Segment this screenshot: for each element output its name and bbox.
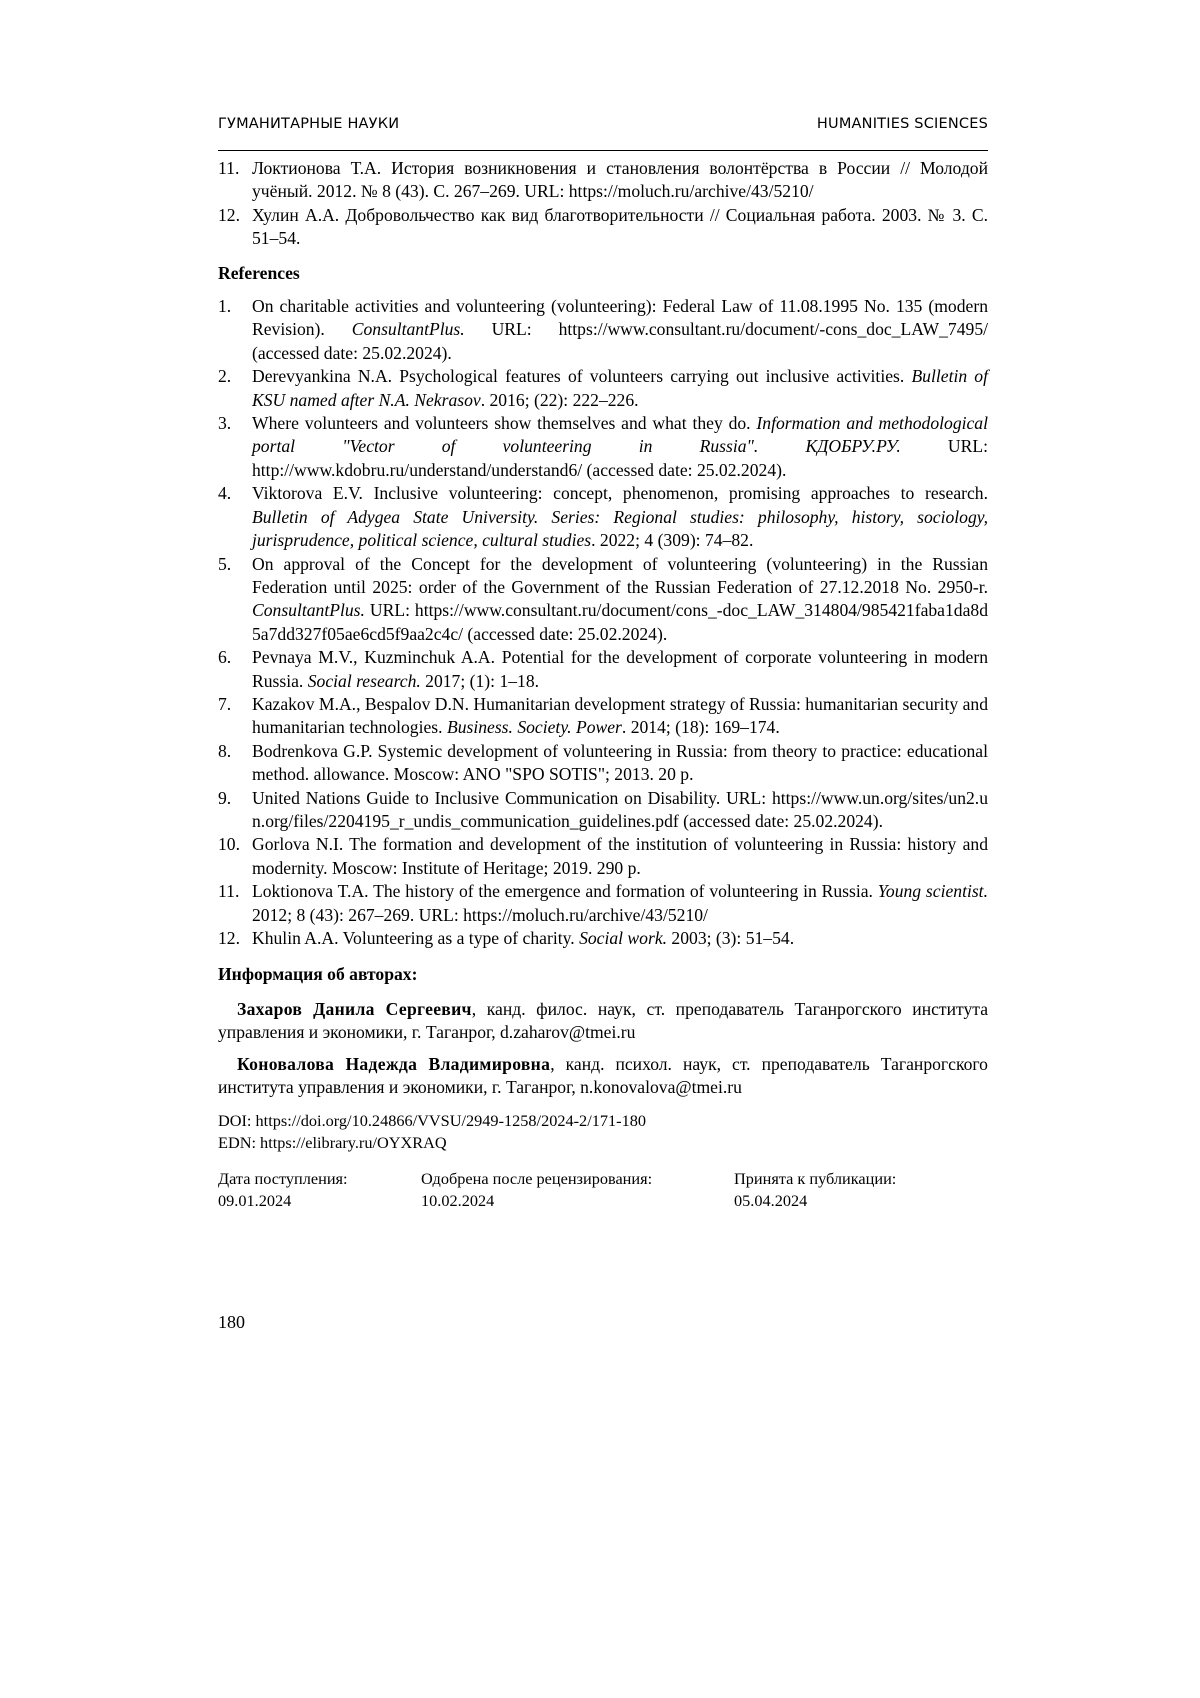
reference-text: Pevnaya M.V., Kuzminchuk A.A. Potential for the development of corporate volunteering in modern Russia.	[252, 647, 988, 691]
reference-source: ConsultantPlus.	[252, 600, 365, 621]
reference-text: Derevyankina N.A. Psychological features of volunteers carrying out inclusive activities.	[252, 366, 912, 387]
reference-number: 12.	[218, 928, 240, 948]
reference-item	[218, 740, 988, 787]
reference-item	[218, 927, 988, 950]
reference-text: Bodrenkova G.P. Systemic development of volunteering in Russia: from theory to practice: educational method. allowance. Moscow: ANO "SPO SOTIS"; 2013. 20 p.	[252, 740, 988, 785]
reference-tail: URL: https://www.consultant.ru/document/-cons_doc_LAW_7495/ (accessed date: 25.02.2024).	[252, 319, 989, 363]
received-value: 09.01.2024	[218, 1190, 292, 1210]
author-name: Захаров Данила Сергеевич	[237, 998, 472, 1019]
reference-tail: . 2014; (18): 169–174.	[621, 717, 780, 738]
article-identifiers	[218, 1110, 988, 1153]
reference-text: Хулин А.А. Добровольчество как вид благотворительности // Социальная работа. 2003. № 3. С. 51–54.	[252, 204, 988, 249]
running-header-left: ГУМАНИТАРНЫЕ НАУКИ	[218, 116, 400, 132]
reference-tail: URL: https://www.consultant.ru/document/cons_-doc_LAW_314804/985421faba1da8d5a7dd327f05ae6cd5f9aa2c4c/ (accessed date: 25.02.2024).	[252, 600, 988, 644]
reference-source: Social work.	[579, 928, 668, 948]
reference-number: 6.	[218, 647, 232, 668]
accepted-label: Принята к публикации:	[734, 1169, 897, 1189]
reference-number: 12.	[218, 204, 240, 225]
reference-item	[218, 204, 988, 251]
received-label: Дата поступления:	[218, 1169, 348, 1189]
reference-tail: URL: http://www.kdobru.ru/understand/understand6/ (accessed date: 25.02.2024).	[252, 436, 988, 480]
reference-item	[218, 646, 988, 693]
author-details: , канд. филос. наук, ст. преподаватель Таганрогского института управления и экономики, г. Таганрог, d.zaharov@tmei.ru	[218, 998, 988, 1043]
running-header-right: HUMANITIES SCIENCES	[816, 116, 988, 132]
reference-number: 2.	[218, 366, 232, 387]
reference-tail: 2003; (3): 51–54.	[667, 928, 795, 948]
reference-text: Where volunteers and volunteers show themselves and what they do.	[252, 413, 757, 434]
reference-text: Gorlova N.I. The formation and development of the institution of volunteering in Russia: history and modernity. Moscow: Institute of Heritage; 2019. 290 p.	[252, 834, 988, 878]
page-content	[218, 157, 988, 1214]
running-header	[218, 116, 988, 151]
reference-number: 9.	[218, 787, 232, 808]
reference-text: On approval of the Concept for the development of volunteering (volunteering) in the Russian Federation until 2025: order of the Government of the Russian Federation of 27.12.2018 No. 2950-r.	[252, 553, 988, 597]
reference-number: 1.	[218, 296, 232, 317]
accepted-value: 05.04.2024	[734, 1190, 808, 1210]
reference-text: Viktorova E.V. Inclusive volunteering: concept, phenomenon, promising approaches to research.	[252, 483, 988, 504]
reference-item	[218, 553, 988, 647]
reference-tail: 2017; (1): 1–18.	[420, 670, 540, 691]
russian-reference-list	[218, 157, 988, 251]
reference-source: Information and methodological portal "Vector of volunteering in Russia". КДОБРУ.РУ.	[252, 413, 988, 457]
authors-heading: Информация об авторах:	[218, 964, 418, 985]
reference-text: Khulin A.A. Volunteering as a type of charity.	[252, 928, 580, 948]
reference-number: 10.	[218, 834, 240, 855]
reference-source: Bulletin of KSU named after N.A. Nekrasov	[252, 366, 988, 410]
received-date	[218, 1168, 348, 1211]
reference-number: 11.	[218, 881, 240, 902]
doi-line: DOI: https://doi.org/10.24866/VVSU/2949-1258/2024-2/171-180	[218, 1111, 646, 1131]
reviewed-date	[421, 1168, 652, 1211]
reference-text: On charitable activities and volunteering (volunteering): Federal Law of 11.08.1995 No. 135 (modern Revision).	[252, 296, 988, 340]
reference-text: Локтионова Т.А. История возникновения и становления волонтёрства в России // Молодой учёный. 2012. № 8 (43). С. 267–269. URL: https://moluch.ru/archive/43/5210/	[252, 158, 988, 202]
reference-source: Young scientist.	[877, 881, 988, 902]
reference-tail: . 2022; 4 (309): 74–82.	[591, 530, 754, 551]
page-number: 180	[218, 1312, 245, 1332]
reference-number: 3.	[218, 413, 232, 434]
reference-number: 4.	[218, 483, 232, 504]
reference-text: Loktionova T.A. The history of the emergence and formation of volunteering in Russia.	[252, 881, 878, 902]
author-info	[218, 1053, 988, 1100]
reference-item	[218, 787, 988, 834]
author-info	[218, 998, 988, 1045]
reference-item	[218, 880, 988, 927]
reference-tail: 2012; 8 (43): 267–269. URL: https://moluch.ru/archive/43/5210/	[252, 904, 708, 925]
reference-text: United Nations Guide to Inclusive Communication on Disability. URL: https://www.un.org/sites/un2.un.org/files/2204195_r_undis_communication_guidelines.pdf (accessed date: 25.02.2024).	[252, 787, 988, 831]
reference-item	[218, 833, 988, 880]
reference-source: Bulletin of Adygea State University. Series: Regional studies: philosophy, history, sociology, jurisprudence, political science, cultural studies	[252, 506, 988, 551]
reviewed-value: 10.02.2024	[421, 1190, 495, 1210]
reference-item	[218, 412, 988, 482]
reference-tail: . 2016; (22): 222–226.	[480, 389, 639, 410]
reference-item	[218, 295, 988, 365]
author-details: , канд. психол. наук, ст. преподаватель Таганрогского института управления и экономики, г. Таганрог, n.konovalova@tmei.ru	[218, 1053, 988, 1098]
accepted-date	[734, 1168, 896, 1211]
english-reference-list	[218, 295, 988, 950]
edn-line: EDN: https://elibrary.ru/OYXRAQ	[218, 1132, 447, 1152]
author-name: Коновалова Надежда Владимировна	[237, 1053, 551, 1074]
reference-number: 11.	[218, 158, 240, 178]
reference-number: 5.	[218, 553, 232, 574]
reference-source: Business. Society. Power	[446, 717, 622, 738]
reference-source: Social research.	[307, 670, 421, 691]
reference-item	[218, 693, 988, 740]
reference-number: 8.	[218, 740, 232, 761]
reference-number: 7.	[218, 693, 232, 714]
reference-source: ConsultantPlus.	[351, 319, 465, 340]
publication-dates	[218, 1168, 988, 1214]
reference-item	[218, 157, 988, 204]
reference-item	[218, 482, 988, 552]
reviewed-label: Одобрена после рецензирования:	[421, 1169, 653, 1189]
references-heading: References	[218, 262, 300, 283]
reference-item	[218, 365, 988, 412]
reference-text: Kazakov M.A., Bespalov D.N. Humanitarian development strategy of Russia: humanitarian security and humanitarian technologies.	[252, 693, 988, 738]
